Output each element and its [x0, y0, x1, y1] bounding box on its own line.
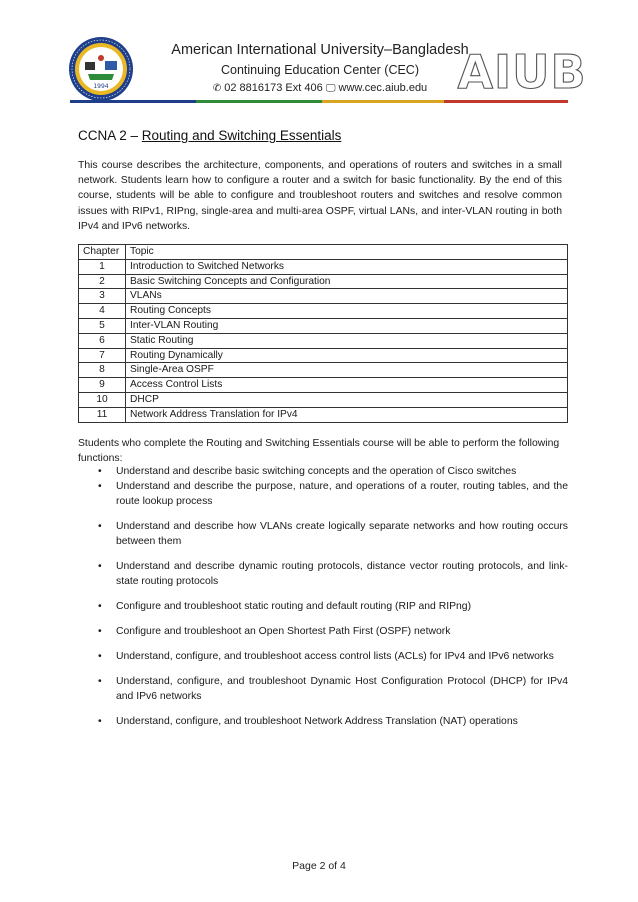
- aiub-seal-logo: [68, 36, 134, 102]
- table-row: [79, 333, 568, 348]
- chapter-number-cell: 1: [79, 259, 126, 274]
- outcome-text: Understand, configure, and troubleshoot Network Address Translation (NAT) operations: [116, 716, 518, 727]
- course-title-link[interactable]: Routing and Switching Essentials: [141, 128, 342, 143]
- chapter-number-cell: 5: [79, 318, 126, 333]
- table-row: [79, 378, 568, 393]
- list-item: [78, 714, 568, 729]
- outcome-text: Understand and describe how VLANs create logically separate networks and how routing occurs between them: [116, 521, 568, 547]
- list-item: [78, 599, 568, 614]
- table-row: [79, 318, 568, 333]
- table-row: [79, 363, 568, 378]
- header-rule-red: [444, 100, 568, 103]
- header-rule-yellow: [322, 100, 444, 103]
- computer-icon: 🖵: [325, 83, 336, 94]
- outcome-text: Configure and troubleshoot an Open Shortest Path First (OSPF) network: [116, 626, 451, 637]
- list-item: [78, 559, 568, 589]
- contact-line: [150, 82, 490, 94]
- table-row: [79, 304, 568, 319]
- table-row: [79, 274, 568, 289]
- bullet-icon: •: [98, 676, 102, 687]
- chapter-number-cell: 2: [79, 274, 126, 289]
- course-title: [78, 128, 341, 143]
- topic-cell: Static Routing: [126, 333, 568, 348]
- list-item: [78, 464, 568, 479]
- bullet-icon: •: [98, 716, 102, 727]
- outcome-text: Configure and troubleshoot static routing and default routing (RIP and RIPng): [116, 601, 472, 612]
- outcome-text: Understand and describe basic switching concepts and the operation of Cisco switches: [116, 466, 517, 477]
- table-row: [79, 289, 568, 304]
- chapter-number-cell: 6: [79, 333, 126, 348]
- list-item: [78, 649, 568, 664]
- bullet-icon: •: [98, 521, 102, 532]
- chapter-number-cell: 3: [79, 289, 126, 304]
- topic-cell: Access Control Lists: [126, 378, 568, 393]
- outcome-text: Understand and describe the purpose, nature, and operations of a router, routing tables, and the route lookup process: [116, 481, 568, 507]
- table-row: [79, 392, 568, 407]
- topic-cell: Network Address Translation for IPv4: [126, 407, 568, 422]
- aiub-wordmark-logo: [457, 44, 587, 99]
- page-number: Page 2 of 4: [292, 860, 346, 872]
- outcome-text: Understand, configure, and troubleshoot Dynamic Host Configuration Protocol (DHCP) for IPv4 and IPv6 networks: [116, 676, 568, 702]
- outcome-text: Understand, configure, and troubleshoot access control lists (ACLs) for IPv4 and IPv6 networks: [116, 651, 554, 662]
- topic-cell: Introduction to Switched Networks: [126, 259, 568, 274]
- bullet-icon: •: [98, 561, 102, 572]
- list-item: [78, 519, 568, 549]
- course-description: This course describes the architecture, components, and operations of routers and switches in a small network. Students learn how to configure a router and a switch for basic functionality. By the end of this course, students will be able to configure and troubleshoot routers and switches and resolve common issues with RIPv1, RIPng, single-area and multi-area OSPF, virtual LANs, and inter-VLAN routing in both IPv4 and IPv6 networks.: [78, 160, 562, 232]
- phone-number: 02 8816173 Ext 406: [224, 82, 323, 94]
- outcomes-intro: Students who complete the Routing and Switching Essentials course will be able to perform the following functions:: [78, 438, 560, 464]
- header-rule-green: [196, 100, 322, 103]
- bullet-icon: •: [98, 626, 102, 637]
- topic-cell: VLANs: [126, 289, 568, 304]
- logo-year: 1994: [93, 83, 109, 90]
- topic-cell: Basic Switching Concepts and Configuration: [126, 274, 568, 289]
- course-title-prefix: CCNA 2 –: [78, 128, 142, 143]
- outcome-text: Understand and describe dynamic routing protocols, distance vector routing protocols, and link-state routing protocols: [116, 561, 568, 587]
- table-header-row: [79, 245, 568, 260]
- list-item: [78, 624, 568, 639]
- list-item: [78, 674, 568, 704]
- bullet-icon: •: [98, 466, 102, 477]
- chapter-number-cell: 10: [79, 392, 126, 407]
- bullet-icon: •: [98, 481, 102, 492]
- table-row: [79, 259, 568, 274]
- website-link[interactable]: www.cec.aiub.edu: [338, 82, 428, 94]
- outcomes-list: [78, 464, 568, 739]
- list-item: [78, 479, 568, 509]
- chapter-number-cell: 4: [79, 304, 126, 319]
- chapter-number-cell: 11: [79, 407, 126, 422]
- chapter-number-cell: 9: [79, 378, 126, 393]
- topic-cell: Inter-VLAN Routing: [126, 318, 568, 333]
- header-rule-blue: [70, 100, 196, 103]
- chapter-table: [78, 244, 568, 423]
- table-row: [79, 407, 568, 422]
- topic-cell: DHCP: [126, 392, 568, 407]
- topic-cell: Single-Area OSPF: [126, 363, 568, 378]
- university-name: American International University–Bangladesh: [171, 42, 469, 58]
- chapter-number-cell: 7: [79, 348, 126, 363]
- wordmark-text: AIUB: [457, 45, 587, 99]
- table-row: [79, 348, 568, 363]
- phone-icon: ✆: [212, 83, 222, 94]
- topic-column-header: Topic: [126, 245, 568, 260]
- topic-cell: Routing Concepts: [126, 304, 568, 319]
- chapter-number-cell: 8: [79, 363, 126, 378]
- bullet-icon: •: [98, 651, 102, 662]
- center-name: Continuing Education Center (CEC): [220, 63, 420, 77]
- chapter-column-header: Chapter: [79, 245, 126, 260]
- bullet-icon: •: [98, 601, 102, 612]
- topic-cell: Routing Dynamically: [126, 348, 568, 363]
